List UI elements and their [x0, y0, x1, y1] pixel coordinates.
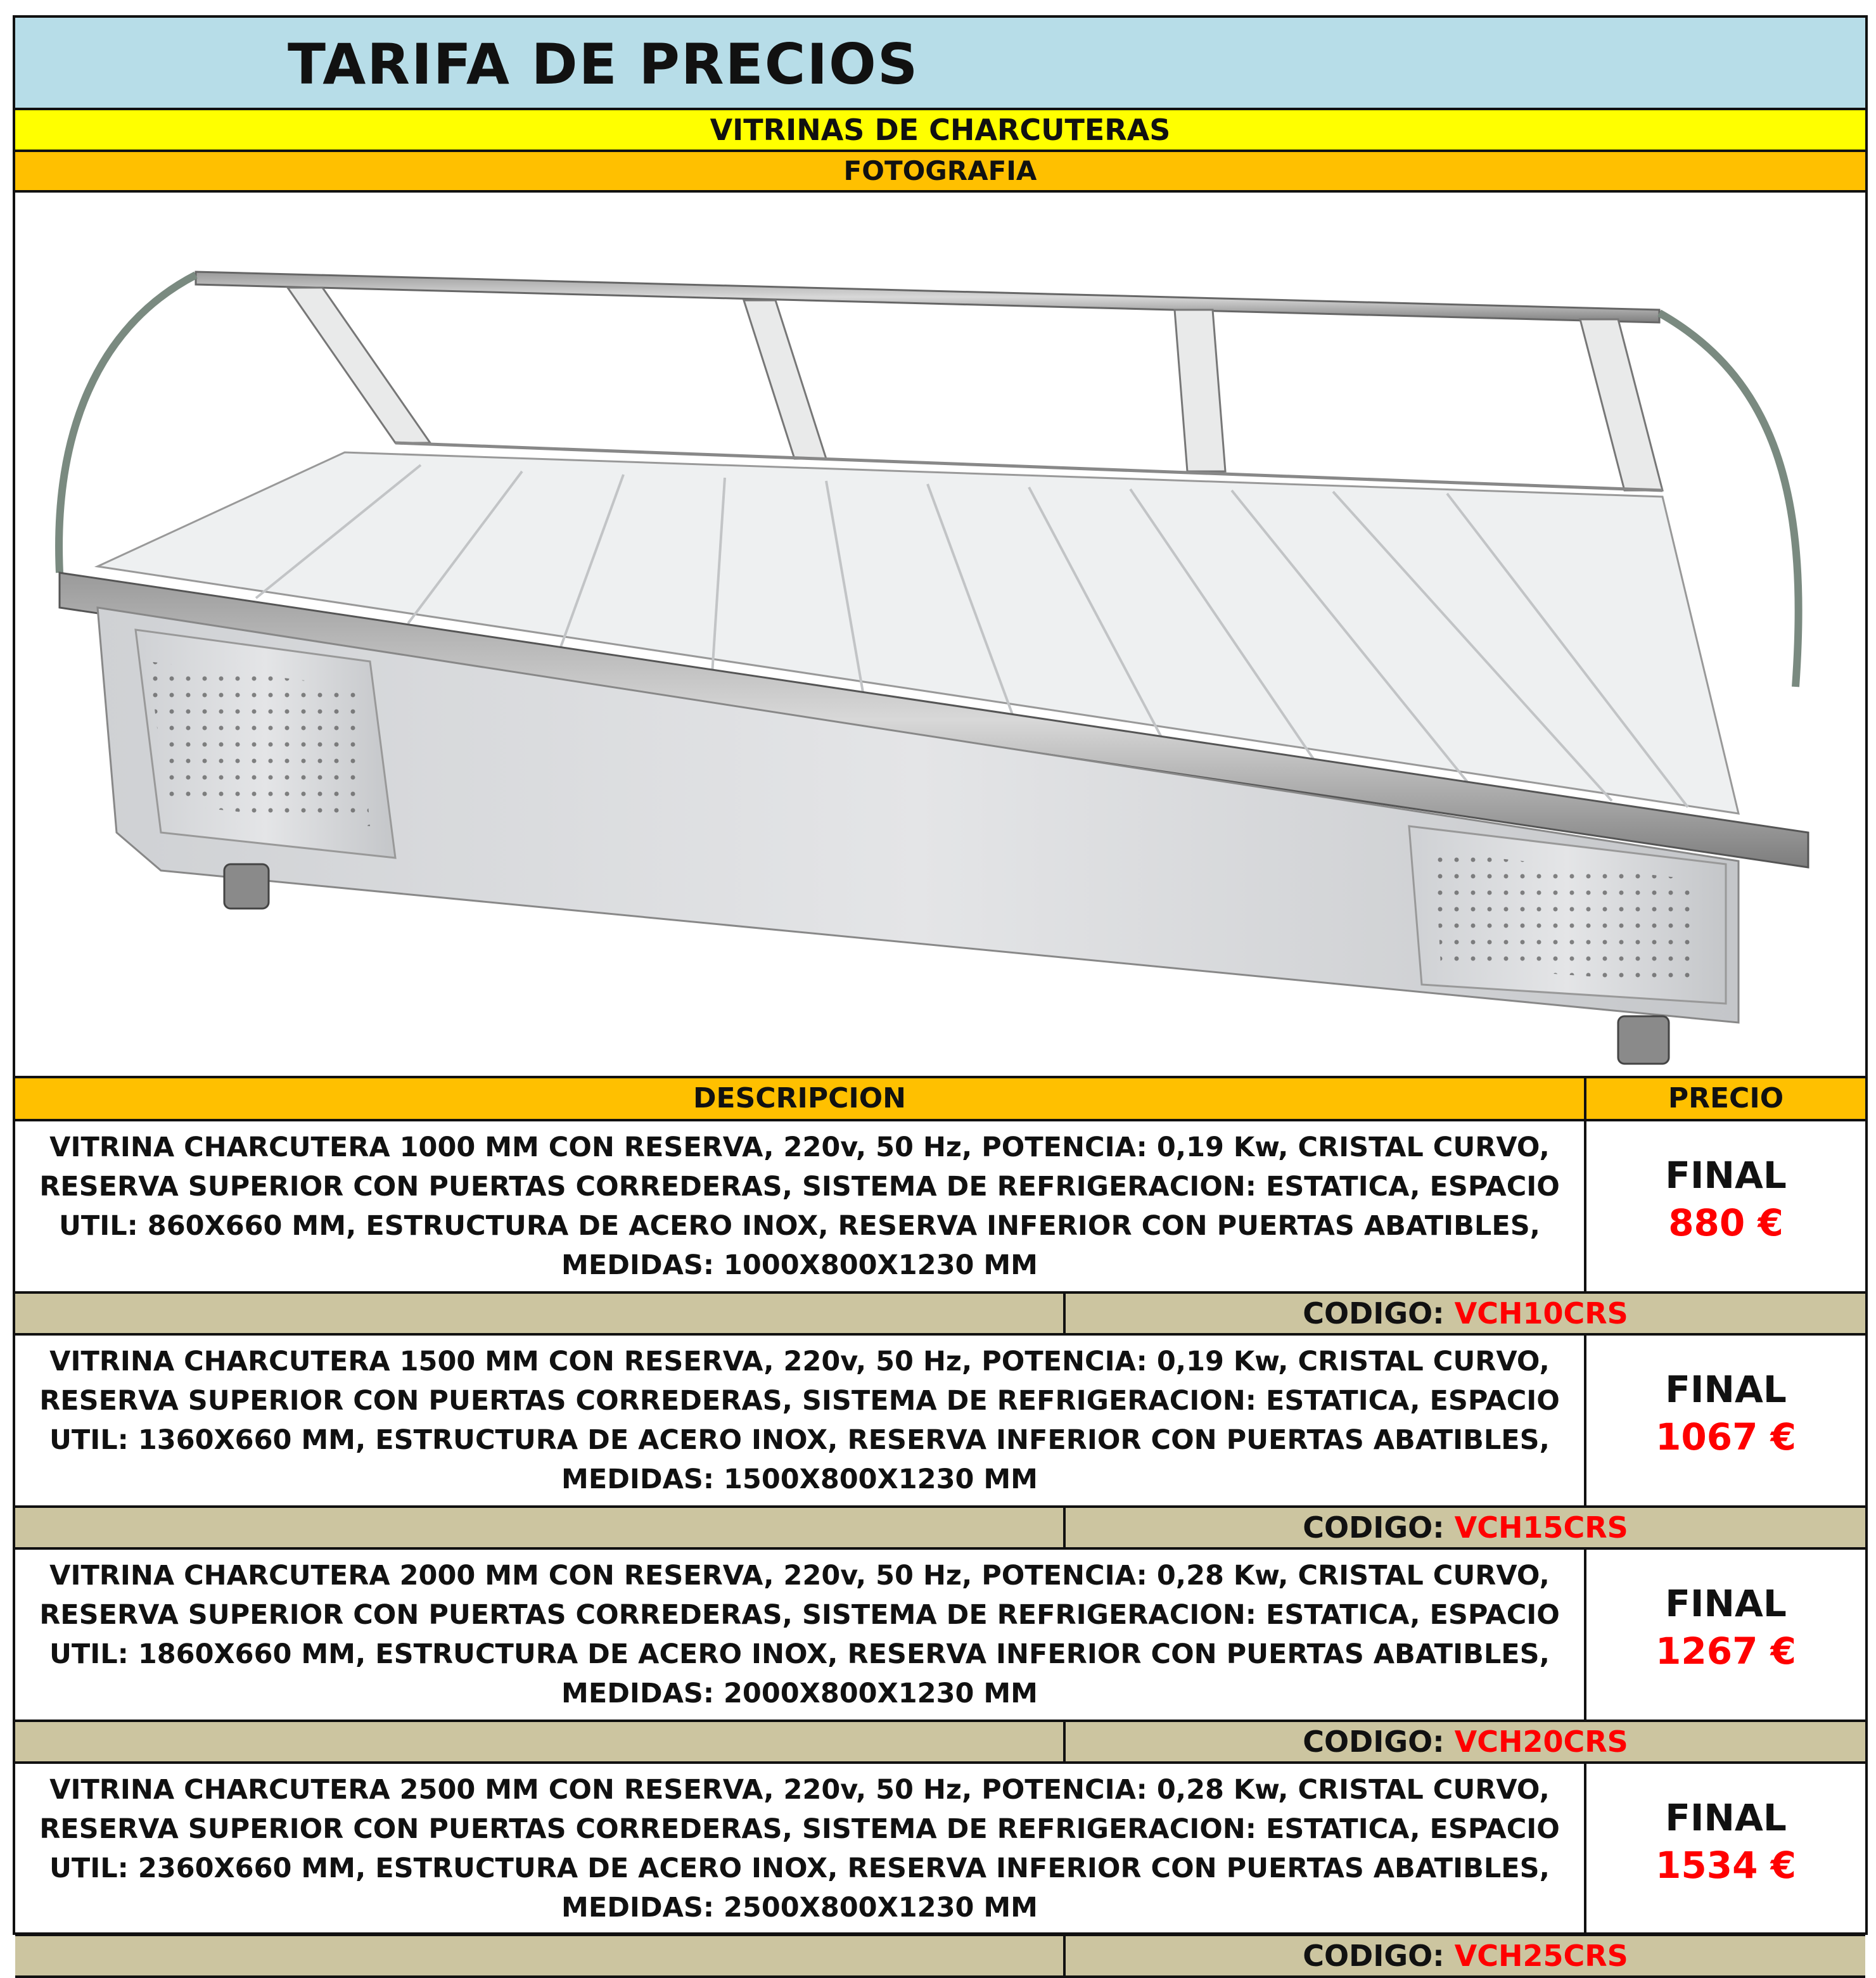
product-row [15, 1121, 1865, 1336]
product-price: 1067 € [1656, 1415, 1796, 1458]
product-price: 1534 € [1656, 1844, 1796, 1887]
code-label: CODIGO: [1303, 1510, 1455, 1545]
category-band: VITRINAS DE CHARCUTERAS [15, 110, 1865, 152]
page-title: TARIFA DE PRECIOS [288, 32, 919, 97]
product-description: VITRINA CHARCUTERA 2500 MM CON RESERVA, 220v, 50 Hz, POTENCIA: 0,28 Kw, CRISTAL CURVO, RESERVA SUPERIOR CON PUERTAS CORREDERAS, SISTEMA DE REFRIGERACION: ESTATICA, ESPACIO UTIL: 2360X660 MM, ESTRUCTURA DE ACERO INOX, RESERVA INFERIOR CON PUERTAS ABATIBLES, MEDIDAS: 2500X800X1230 MM [15, 1764, 1586, 1936]
product-price-cell [1586, 1336, 1865, 1508]
product-row [15, 1550, 1865, 1764]
title-bar [15, 18, 1865, 110]
final-label: FINAL [1665, 1154, 1787, 1197]
code-row [15, 1722, 1865, 1764]
left-curved-glass [59, 275, 196, 573]
product-price-cell [1586, 1764, 1865, 1936]
code-label: CODIGO: [1303, 1296, 1455, 1330]
product-code-cell [1063, 1294, 1865, 1333]
price-sheet [13, 15, 1868, 1973]
product-description: VITRINA CHARCUTERA 1500 MM CON RESERVA, 220v, 50 Hz, POTENCIA: 0,19 Kw, CRISTAL CURVO, RESERVA SUPERIOR CON PUERTAS CORREDERAS, SISTEMA DE REFRIGERACION: ESTATICA, ESPACIO UTIL: 1360X660 MM, ESTRUCTURA DE ACERO INOX, RESERVA INFERIOR CON PUERTAS ABATIBLES, MEDIDAS: 1500X800X1230 MM [15, 1336, 1586, 1508]
product-code: VCH15CRS [1454, 1510, 1628, 1545]
product-description: VITRINA CHARCUTERA 2000 MM CON RESERVA, 220v, 50 Hz, POTENCIA: 0,28 Kw, CRISTAL CURVO, RESERVA SUPERIOR CON PUERTAS CORREDERAS, SISTEMA DE REFRIGERACION: ESTATICA, ESPACIO UTIL: 1860X660 MM, ESTRUCTURA DE ACERO INOX, RESERVA INFERIOR CON PUERTAS ABATIBLES, MEDIDAS: 2000X800X1230 MM [15, 1550, 1586, 1722]
product-code-cell [1063, 1936, 1865, 1975]
product-photo [15, 193, 1865, 1078]
table-header [15, 1078, 1865, 1121]
left-vent [148, 661, 370, 826]
description-header: DESCRIPCION [15, 1078, 1586, 1119]
product-price-cell [1586, 1550, 1865, 1722]
product-code: VCH10CRS [1454, 1296, 1628, 1330]
product-price: 1267 € [1656, 1630, 1796, 1673]
product-description: VITRINA CHARCUTERA 1000 MM CON RESERVA, 220v, 50 Hz, POTENCIA: 0,19 Kw, CRISTAL CURVO, RESERVA SUPERIOR CON PUERTAS CORREDERAS, SISTEMA DE REFRIGERACION: ESTATICA, ESPACIO UTIL: 860X660 MM, ESTRUCTURA DE ACERO INOX, RESERVA INFERIOR CON PUERTAS ABATIBLES, MEDIDAS: 1000X800X1230 MM [15, 1121, 1586, 1294]
code-label: CODIGO: [1303, 1939, 1455, 1973]
product-code: VCH20CRS [1454, 1725, 1628, 1759]
product-code-cell [1063, 1722, 1865, 1761]
right-foot [1618, 1016, 1669, 1064]
product-row [15, 1336, 1865, 1550]
code-row [15, 1294, 1865, 1336]
display-case-illustration [15, 193, 1865, 1076]
left-foot [224, 864, 269, 909]
photo-label-band: FOTOGRAFIA [15, 152, 1865, 193]
product-row [15, 1764, 1865, 1978]
code-label: CODIGO: [1303, 1725, 1455, 1759]
product-code-cell [1063, 1508, 1865, 1547]
code-row [15, 1936, 1865, 1978]
price-header: PRECIO [1668, 1082, 1784, 1114]
product-price-cell [1586, 1121, 1865, 1294]
top-shelf [196, 272, 1659, 322]
product-code: VCH25CRS [1454, 1939, 1628, 1973]
product-price: 880 € [1668, 1201, 1783, 1244]
final-label: FINAL [1665, 1582, 1787, 1625]
final-label: FINAL [1665, 1368, 1787, 1411]
code-row [15, 1508, 1865, 1550]
final-label: FINAL [1665, 1796, 1787, 1839]
